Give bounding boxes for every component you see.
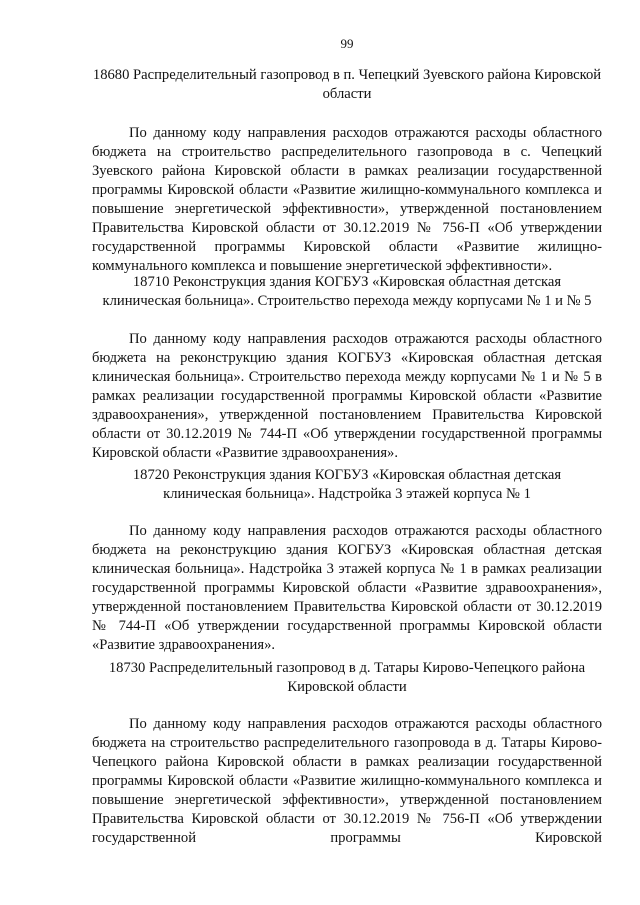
section-heading-18680: 18680 Распределительный газопровод в п. Чепецкий Зуевского района Кировской области <box>92 67 602 102</box>
section-body-18710: По данному коду направления расходов отражаются расходы областного бюджета на реконструкцию здания КОГБУЗ «Кировская областная детская клиническая больница». Строительство перехода между корпусами № 1 и № 5 в рамках реализации государственной программы Кировской области «Развитие здравоохранения», утвержденной постановлением Правительства Кировской области от 30.12.2019 № 744-П «Об утверждении государственной программы Кировской области «Развитие здравоохранения». <box>92 331 602 461</box>
section-heading-18730: 18730 Распределительный газопровод в д. Татары Кирово-Чепецкого района Кировской области <box>108 660 586 695</box>
section-body-18680: По данному коду направления расходов отражаются расходы областного бюджета на строительство распределительного газопровода в с. Чепецкий Зуевского района Кировской области в рамках реализации государственной программы Кировской области «Развитие жилищно-коммунального комплекса и повышение энергетической эффективности», утвержденной постановлением Правительства Кировской области от 30.12.2019 № 756-П «Об утверждении государственной программы Кировской области «Развитие жилищно-коммунального комплекса и повышение энергетической эффективности». <box>92 125 602 274</box>
page-number: 99 <box>340 36 354 51</box>
section-body-18730: По данному коду направления расходов отражаются расходы областного бюджета на строительство распределительного газопровода в д. Татары Кирово-Чепецкого района Кировской области в рамках реализации государственной программы Кировской области «Развитие жилищно-коммунального комплекса и повышение энергетической эффективности», утвержденной постановлением Правительства Кировской области от 30.12.2019 № 756-П «Об утверждении государственной программы Кировской <box>92 716 602 846</box>
section-heading-18710: 18710 Реконструкция здания КОГБУЗ «Кировская областная детская клиническая больница». Строительство перехода между корпусами № 1 и № 5 <box>102 274 592 309</box>
section-body-18720: По данному коду направления расходов отражаются расходы областного бюджета на реконструкцию здания КОГБУЗ «Кировская областная детская клиническая больница». Надстройка 3 этажей корпуса № 1 в рамках реализации государственной программы Кировской области «Развитие здравоохранения», утвержденной постановлением Правительства Кировской области от 30.12.2019 № 744-П «Об утверждении государственной программы Кировской области «Развитие здравоохранения». <box>92 523 602 653</box>
section-heading-18720: 18720 Реконструкция здания КОГБУЗ «Кировская областная детская клиническая больница». Надстройка 3 этажей корпуса № 1 <box>132 467 562 502</box>
